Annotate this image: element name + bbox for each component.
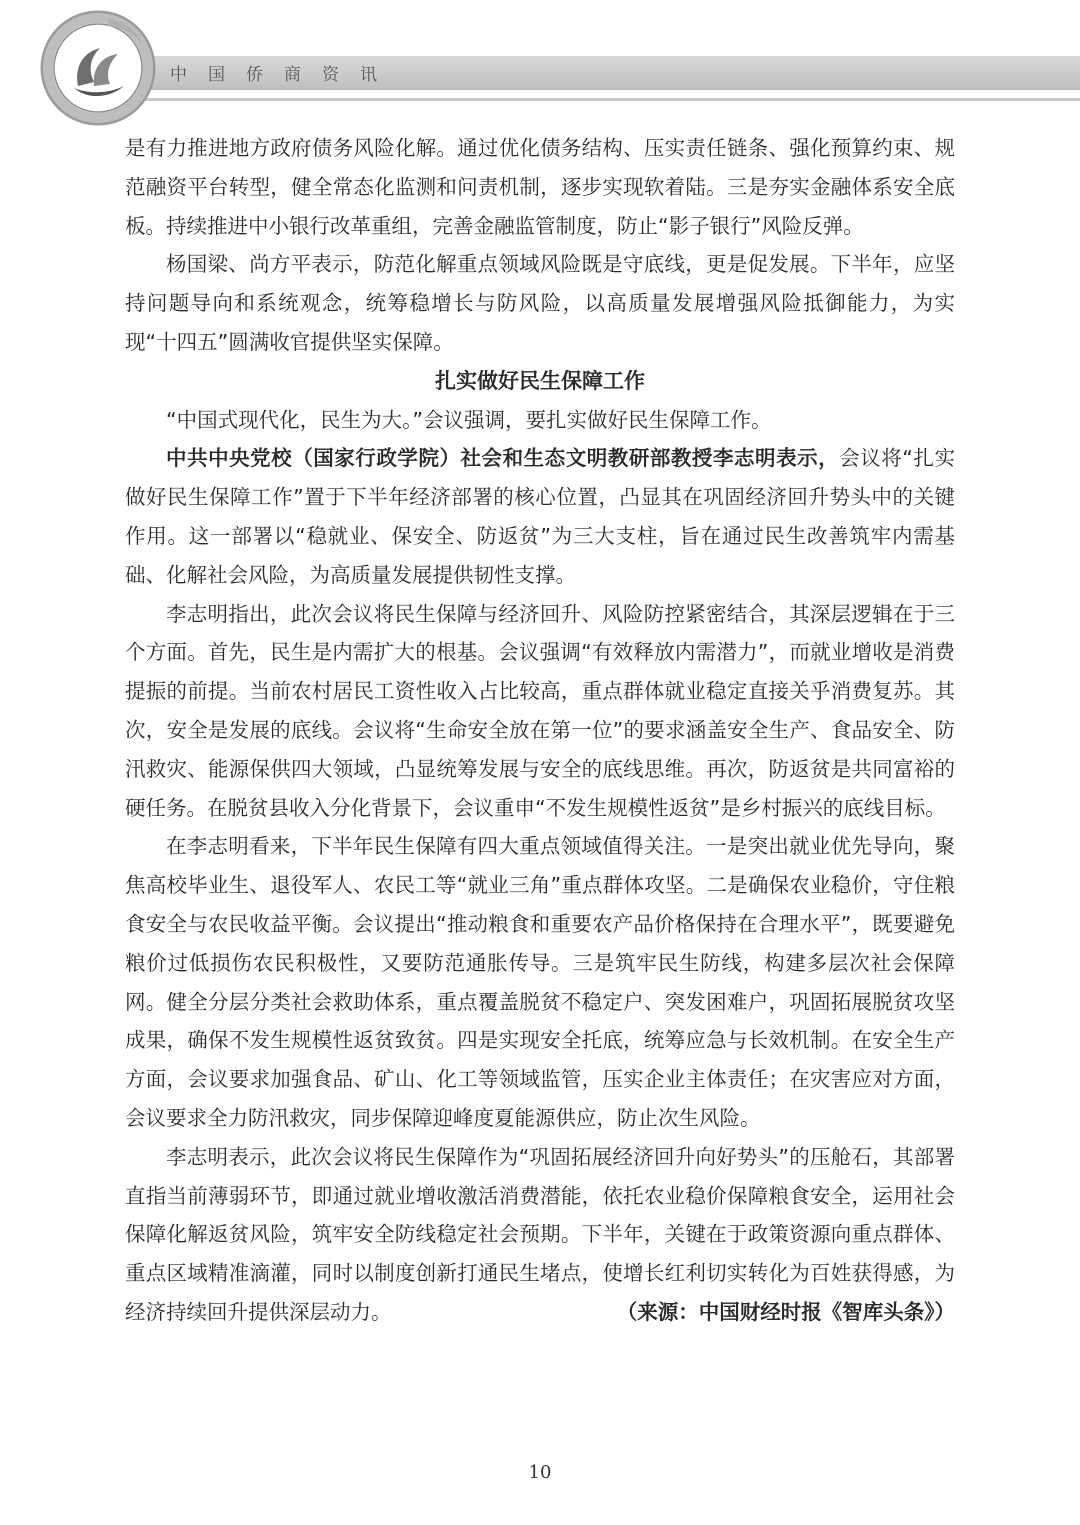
article-body (125, 129, 955, 1332)
paragraph (125, 1138, 955, 1332)
paragraph: 在李志明看来，下半年民生保障有四大重点领域值得关注。一是突出就业优先导向，聚焦高校毕业生、退役军人、农民工等“就业三角”重点群体攻坚。二是确保农业稳价，守住粮食安全与农民收益平衡。会议提出“推动粮食和重要农产品价格保持在合理水平”，既要避免粮价过低损伤农民积极性，又要防范通胀传导。三是筑牢民生防线，构建多层次社会保障网。健全分层分类社会救助体系，重点覆盖脱贫不稳定户、突发困难户，巩固拓展脱贫攻坚成果，确保不发生规模性返贫致贫。四是实现安全托底，统筹应急与长效机制。在安全生产方面，会议要求加强食品、矿山、化工等领域监管，压实企业主体责任；在灾害应对方面，会议要求全力防汛救灾，同步保障迎峰度夏能源供应，防止次生风险。 (125, 834, 955, 1130)
paragraph: 是有力推进地方政府债务风险化解。通过优化债务结构、压实责任链条、强化预算约束、规范融资平台转型，健全常态化监测和问责机制，逐步实现软着陆。三是夯实金融体系安全底板。持续推进中小银行改革重组，完善金融监管制度，防止“影子银行”风险反弹。 (125, 136, 955, 238)
paragraph-text: 会议将“扎实做好民生保障工作”置于下半年经济部署的核心位置，凸显其在巩固经济回升势头中的关键作用。这一部署以“稳就业、保安全、防返贫”为三大支柱，旨在通过民生改善筑牢内需基础、化解社会风险，为高质量发展提供韧性支撑。 (125, 446, 955, 587)
speaker-intro: 中共中央党校（国家行政学院）社会和生态文明教研部教授李志明表示， (166, 446, 840, 471)
paragraph (125, 439, 955, 594)
header-divider (90, 98, 1080, 101)
paragraph: 杨国梁、尚方平表示，防范化解重点领域风险既是守底线，更是促发展。下半年，应坚持问题导向和系统观念，统筹稳增长与防风险，以高质量发展增强风险抵御能力，为实现“十四五”圆满收官提供坚实保障。 (125, 252, 955, 354)
paragraph: “中国式现代化，民生为大。”会议强调，要扎实做好民生保障工作。 (166, 407, 772, 432)
page-number: 10 (528, 1462, 552, 1483)
section-heading: 扎实做好民生保障工作 (435, 368, 645, 393)
paragraph-text: 李志明表示，此次会议将民生保障作为“巩固拓展经济回升向好势头”的压舱石，其部署直指当前薄弱环节，即通过就业增收激活消费潜能，依托农业稳价保障粮食安全，运用社会保障化解返贫风险，筑牢安全防线稳定社会预期。下半年，关键在于政策资源向重点群体、重点区域精准滴灌，同时以制度创新打通民生堵点，使增长红利切实转化为百姓获得感，为经济持续回升提供深层动力。 (125, 1144, 955, 1324)
paragraph: 李志明指出，此次会议将民生保障与经济回升、风险防控紧密结合，其深层逻辑在于三个方面。首先，民生是内需扩大的根基。会议强调“有效释放内需潜力”，而就业增收是消费提振的前提。当前农村居民工资性收入占比较高，重点群体就业稳定直接关乎消费复苏。其次，安全是发展的底线。会议将“生命安全放在第一位”的要求涵盖安全生产、食品安全、防汛救灾、能源保供四大领域，凸显统筹发展与安全的底线思维。再次，防返贫是共同富裕的硬任务。在脱贫县收入分化背景下，会议重申“不发生规模性返贫”是乡村振兴的底线目标。 (125, 601, 955, 820)
source-citation: （来源：中国财经时报《智库头条》） (616, 1299, 955, 1324)
logo-emblem (38, 8, 158, 128)
header-title: 中国侨商资讯 (170, 65, 398, 85)
